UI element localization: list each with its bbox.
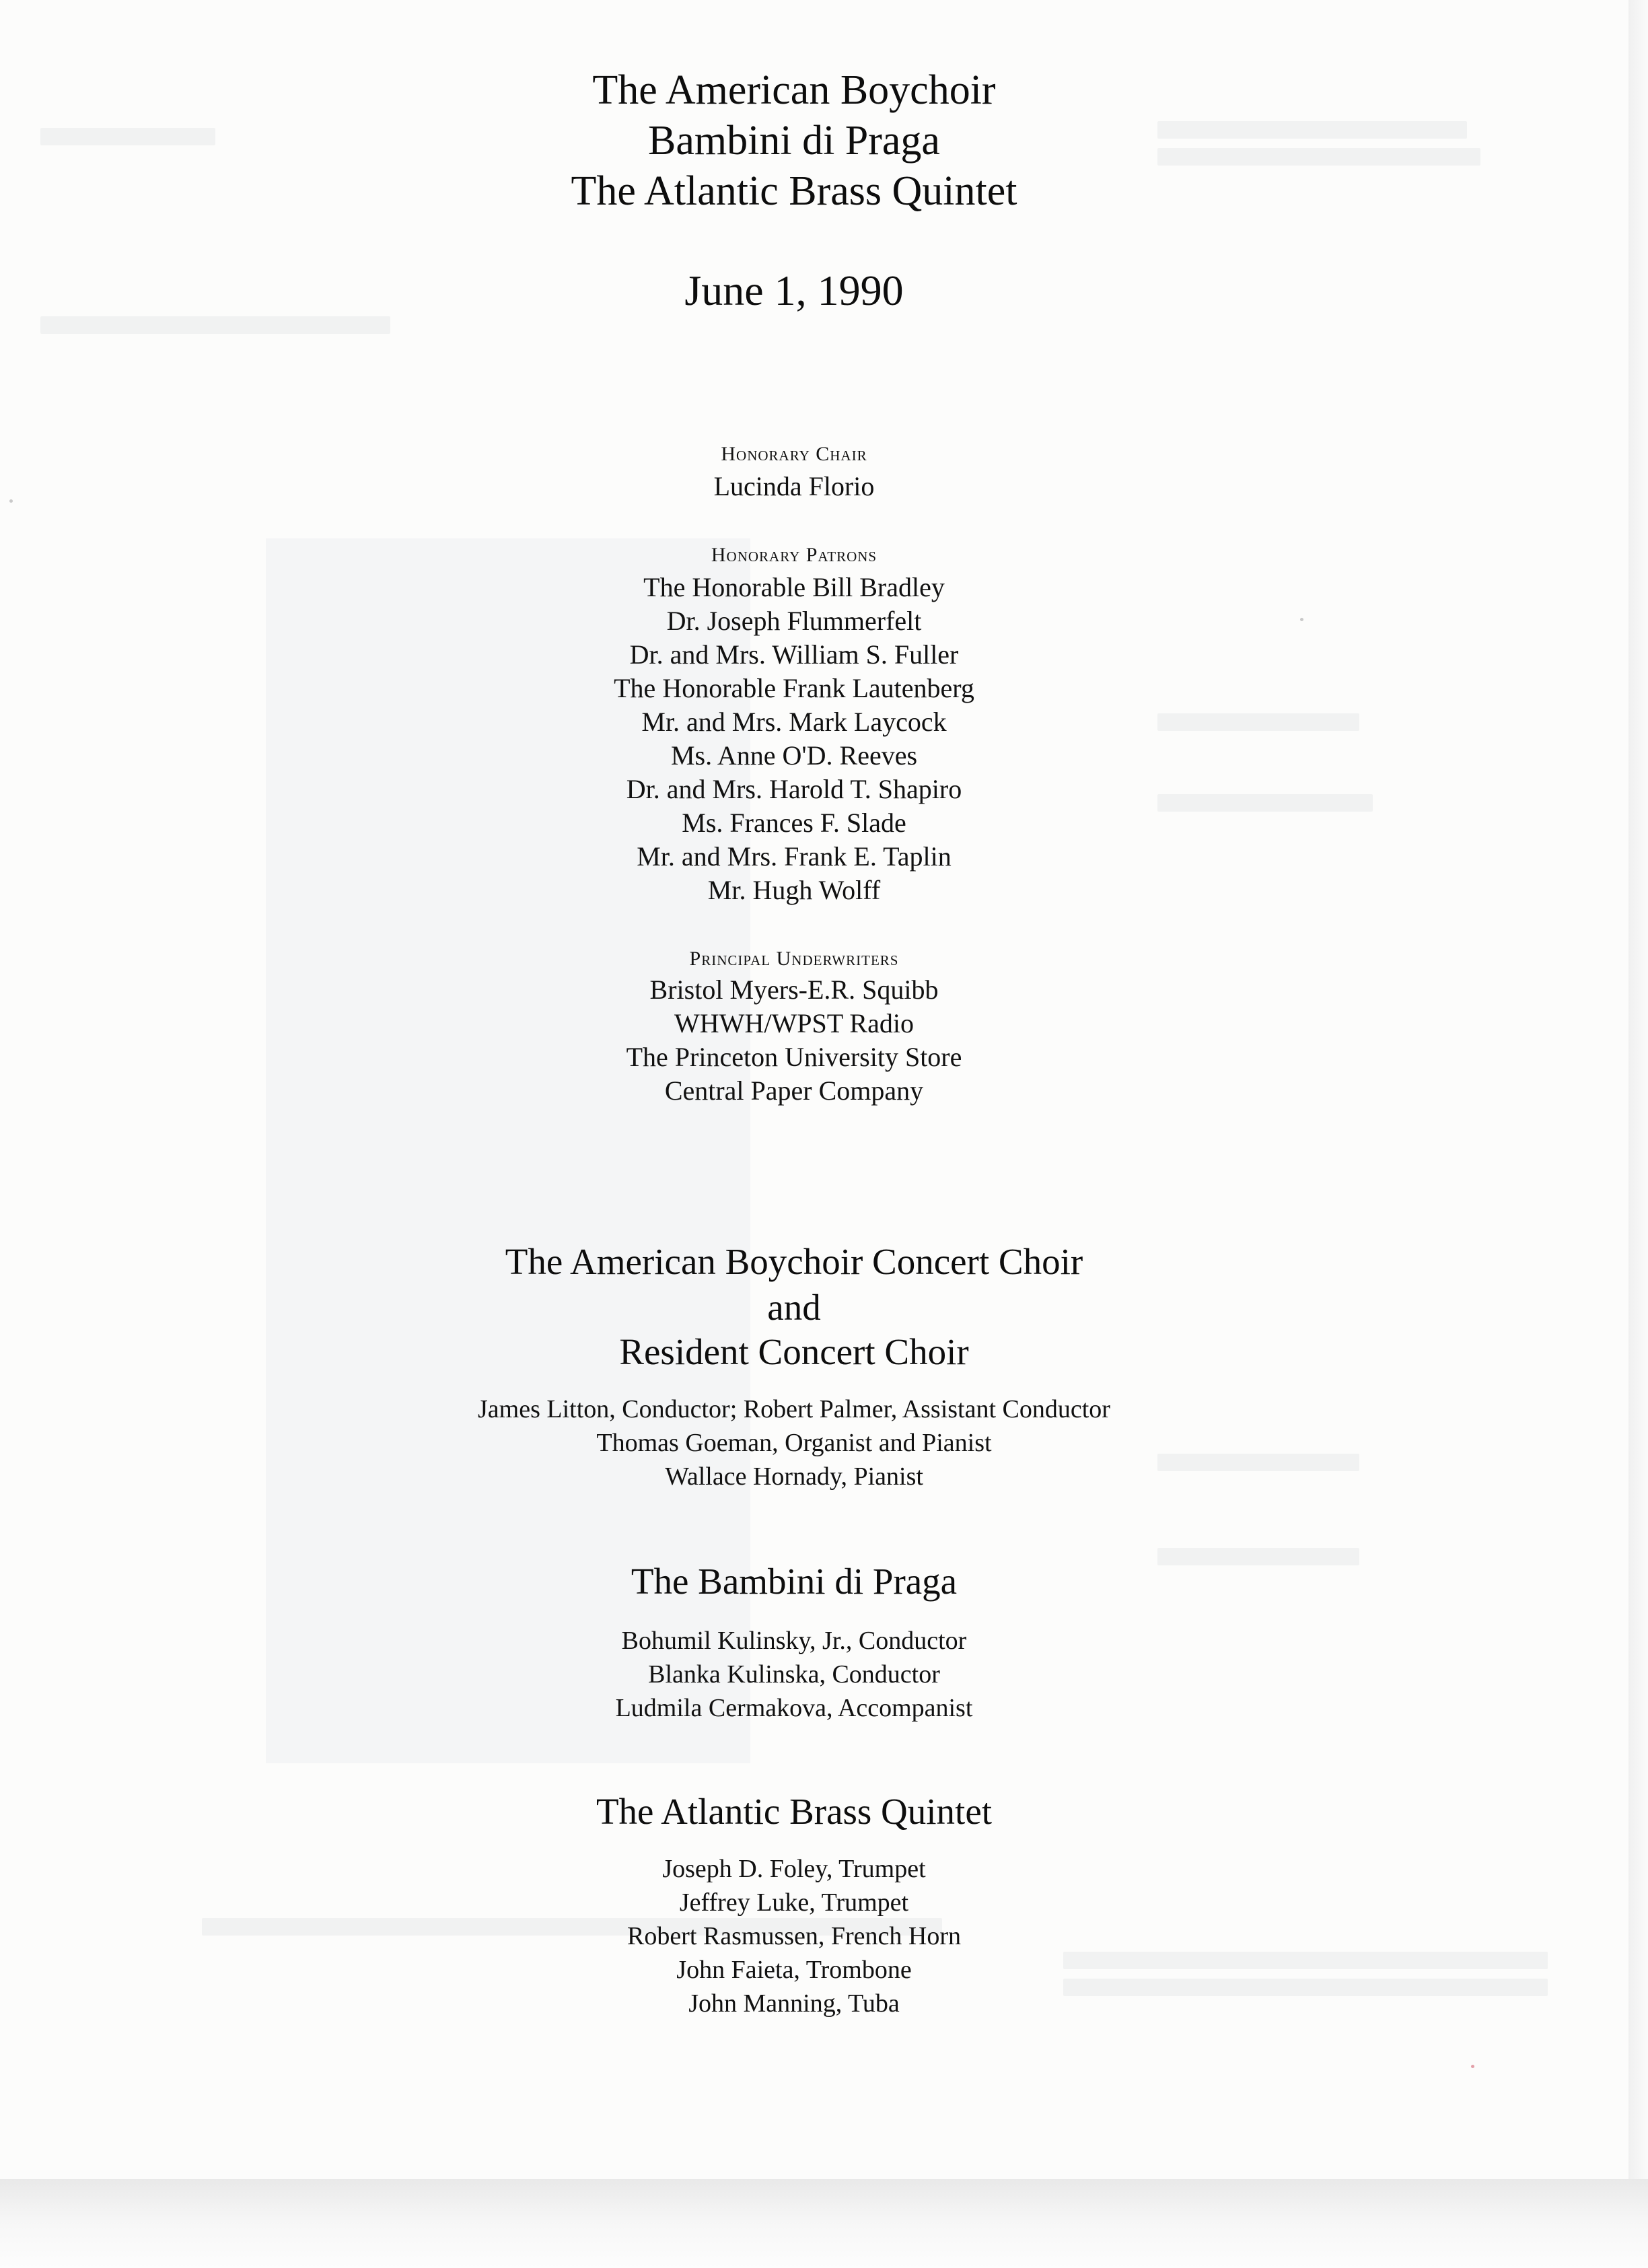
list-item: Bristol Myers-E.R. Squibb bbox=[649, 974, 939, 1005]
boychoir-credits bbox=[0, 1392, 1588, 1493]
list-item: Dr. and Mrs. William S. Fuller bbox=[629, 639, 959, 670]
credit-line: Jeffrey Luke, Trumpet bbox=[679, 1888, 909, 1917]
header-title-brass: The Atlantic Brass Quintet bbox=[571, 168, 1017, 214]
honorary-chair-label: Honorary Chair bbox=[721, 443, 867, 465]
list-item: Central Paper Company bbox=[664, 1075, 924, 1106]
header-title-bambini: Bambini di Praga bbox=[648, 118, 940, 164]
credit-line: Joseph D. Foley, Trumpet bbox=[662, 1855, 926, 1883]
list-item: Dr. Joseph Flummerfelt bbox=[666, 606, 922, 636]
list-item: The Princeton University Store bbox=[626, 1042, 962, 1072]
credit-line: John Manning, Tuba bbox=[688, 1989, 900, 2018]
header-title-boychoir: The American Boychoir bbox=[592, 67, 996, 113]
list-item: Mr. Hugh Wolff bbox=[707, 875, 881, 905]
credit-line: James Litton, Conductor; Robert Palmer, Assistant Conductor bbox=[478, 1395, 1110, 1423]
boychoir-heading-line-1: The American Boychoir Concert Choir bbox=[505, 1241, 1083, 1282]
principal-underwriters-list bbox=[0, 973, 1588, 1108]
list-item: Dr. and Mrs. Harold T. Shapiro bbox=[626, 774, 962, 804]
credit-line: Wallace Hornady, Pianist bbox=[665, 1462, 923, 1491]
honorary-chair-name: Lucinda Florio bbox=[713, 471, 875, 501]
list-item: Ms. Anne O'D. Reeves bbox=[670, 740, 918, 771]
boychoir-heading-line-3: Resident Concert Choir bbox=[619, 1331, 969, 1372]
honorary-patrons-label: Honorary Patrons bbox=[711, 544, 877, 566]
credit-line: John Faieta, Trombone bbox=[676, 1956, 912, 1984]
scan-speck bbox=[1471, 2065, 1474, 2068]
list-item: WHWH/WPST Radio bbox=[674, 1008, 914, 1038]
credit-line: Thomas Goeman, Organist and Pianist bbox=[596, 1429, 992, 1457]
scan-edge-right bbox=[1628, 0, 1648, 2179]
list-item: The Honorable Bill Bradley bbox=[643, 572, 945, 602]
list-item: Mr. and Mrs. Frank E. Taplin bbox=[637, 841, 952, 872]
credit-line: Ludmila Cermakova, Accompanist bbox=[615, 1694, 973, 1722]
concert-date: June 1, 1990 bbox=[684, 267, 904, 314]
brass-heading: The Atlantic Brass Quintet bbox=[596, 1791, 993, 1832]
credit-line: Blanka Kulinska, Conductor bbox=[648, 1660, 940, 1689]
list-item: Ms. Frances F. Slade bbox=[682, 808, 906, 838]
bambini-heading: The Bambini di Praga bbox=[631, 1561, 958, 1602]
boychoir-heading-line-2: and bbox=[767, 1287, 821, 1328]
brass-credits bbox=[0, 1852, 1588, 2020]
list-item: The Honorable Frank Lautenberg bbox=[614, 673, 974, 703]
honorary-patrons-list bbox=[0, 571, 1588, 907]
credit-line: Robert Rasmussen, French Horn bbox=[626, 1922, 962, 1950]
list-item: Mr. and Mrs. Mark Laycock bbox=[641, 707, 947, 737]
bleed-through-mark bbox=[40, 316, 390, 334]
principal-underwriters-label: Principal Underwriters bbox=[689, 948, 899, 970]
bambini-credits bbox=[0, 1624, 1588, 1725]
credit-line: Bohumil Kulinsky, Jr., Conductor bbox=[621, 1627, 967, 1655]
scan-edge-bottom bbox=[0, 2179, 1648, 2268]
